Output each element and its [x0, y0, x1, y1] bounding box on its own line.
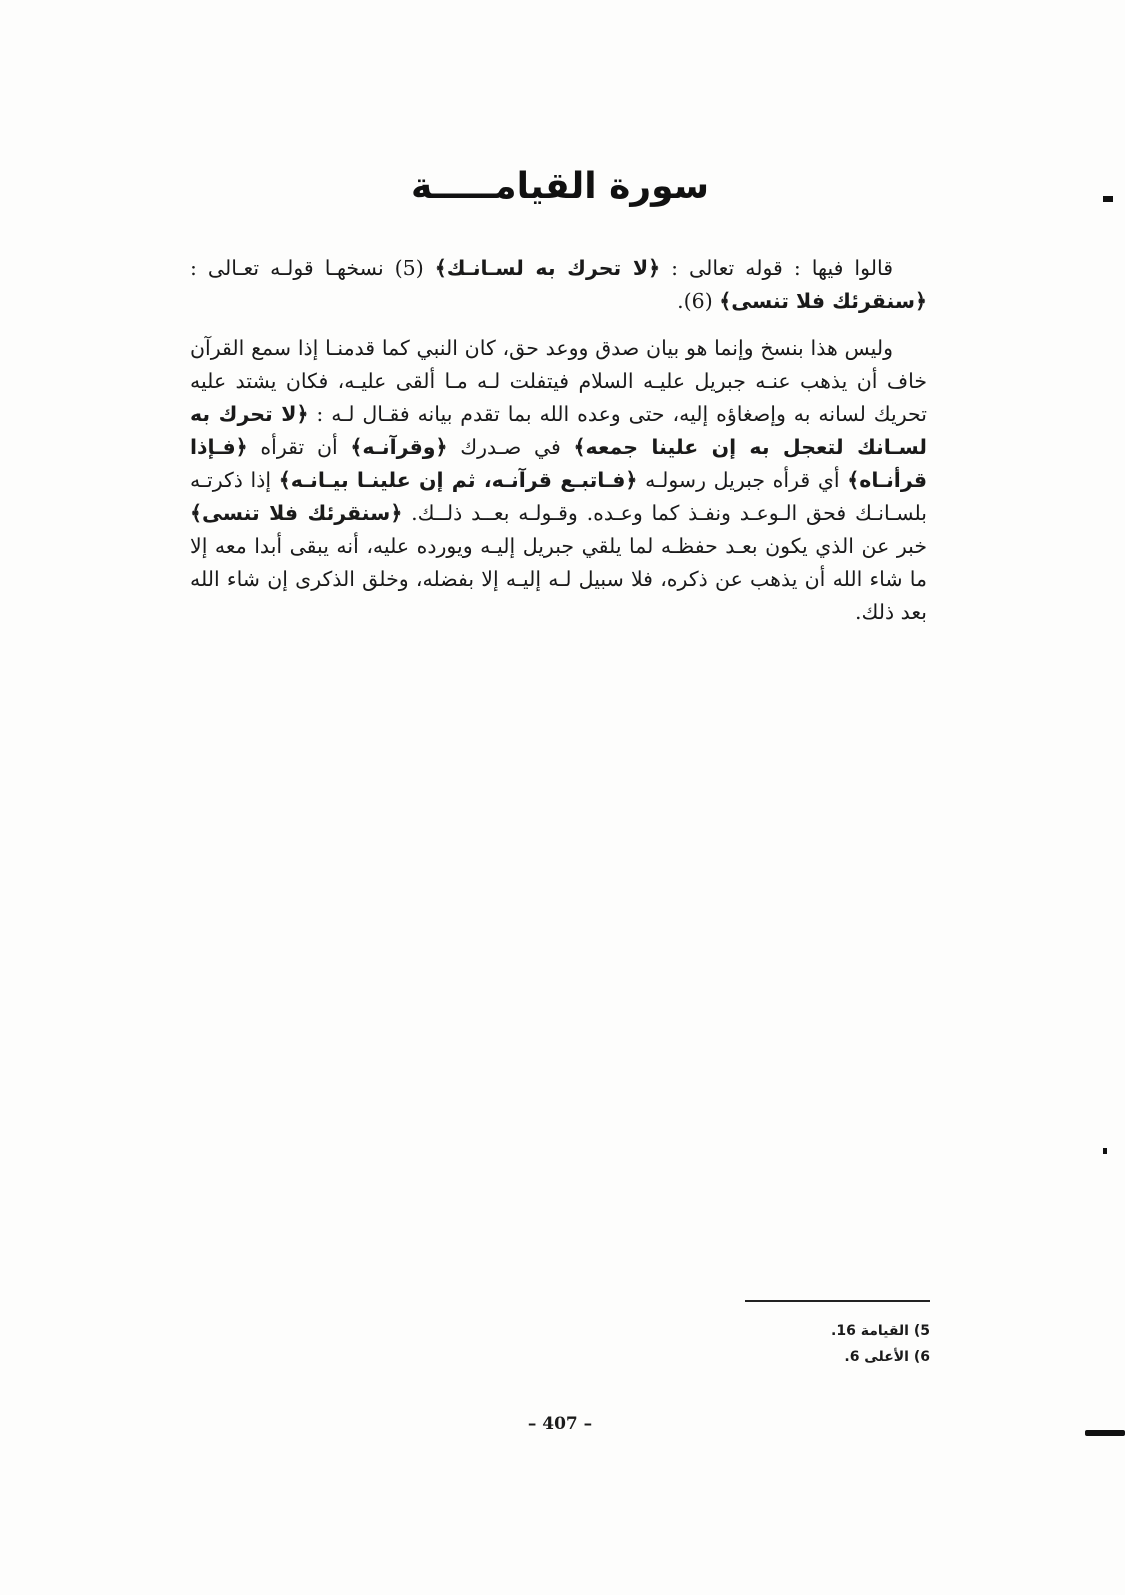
page-number: – 407 – — [527, 1414, 593, 1434]
paragraph-2-text: في صـدرك — [447, 435, 574, 459]
paragraph-1-text: (6). — [677, 289, 720, 313]
quran-quote: ﴿فـإذا قرأنـاه﴾ — [190, 435, 927, 492]
scan-edge-mark — [1103, 196, 1113, 202]
paragraph-2 — [190, 332, 927, 629]
footnotes — [640, 1318, 930, 1370]
footnote-5: 5) القيامة 16. — [831, 1323, 930, 1339]
scan-edge-mark — [1103, 1148, 1107, 1154]
paragraph-2-text: أي قرأه جبريل رسولـه — [637, 468, 848, 492]
quran-quote: ﴿سنقرئك فلا تنسى﴾ — [719, 289, 927, 313]
body-text — [190, 252, 927, 629]
quran-quote: ﴿فـاتبـع قرآنـه، ثم إن علينـا بيـانـه﴾ — [278, 468, 638, 492]
footnote-6: 6) الأعلى 6. — [844, 1349, 930, 1365]
paragraph-2-text: إذا ذكرتـه بلسـانـك فحق الـوعـد ونفـذ كما وعـده. وقـولـه بعــد ذلــك. — [190, 468, 927, 525]
paragraph-2-text: وليس هذا بنسخ وإنما هو بيان صدق ووعد حق، كان النبي كما قدمنـا إذا سمع القرآن خاف أن يذهب عنـه جبريل عليـه السلام فيتفلت لـه مـا ألقى عليـه، فكان يشتد عليه تحريك لسانه به وإصغاؤه إليه، حتى وعده الله بما تقدم بيانه فقـال لـه : — [190, 336, 928, 426]
quran-quote: ﴿وقرآنـه﴾ — [350, 435, 448, 459]
quran-quote: ﴿لا تحرك به لسـانـك﴾ — [434, 256, 661, 280]
page-title: سورة القيامـــــة — [410, 166, 710, 208]
quran-quote: ﴿لا تحرك به لسـانك لتعجل به إن علينا جمعه﴾ — [190, 402, 927, 459]
scan-edge-mark — [1085, 1430, 1125, 1436]
quran-quote: ﴿سنقرئك فلا تنسى﴾ — [190, 501, 403, 525]
paragraph-1 — [190, 252, 927, 318]
paragraph-2-text: خبر عن الذي يكون بعـد حفظـه لما يلقي جبريل إليـه ويورده عليه، أنه يبقى أبدا معه إلا ما شاء الله أن يذهب عن ذكره، فلا سبيل لـه إليـه إلا بفضله، وخلق الذكرى إن شاء الله بعد ذلك. — [190, 534, 927, 624]
footnote-divider — [745, 1300, 930, 1302]
paragraph-1-text: (5) نسخهـا قولـه تعـالى : — [190, 256, 435, 280]
paragraph-2-text: أن تقرأه — [247, 435, 351, 459]
paragraph-1-lead: قالوا فيها : قوله تعالى : — [660, 256, 894, 280]
